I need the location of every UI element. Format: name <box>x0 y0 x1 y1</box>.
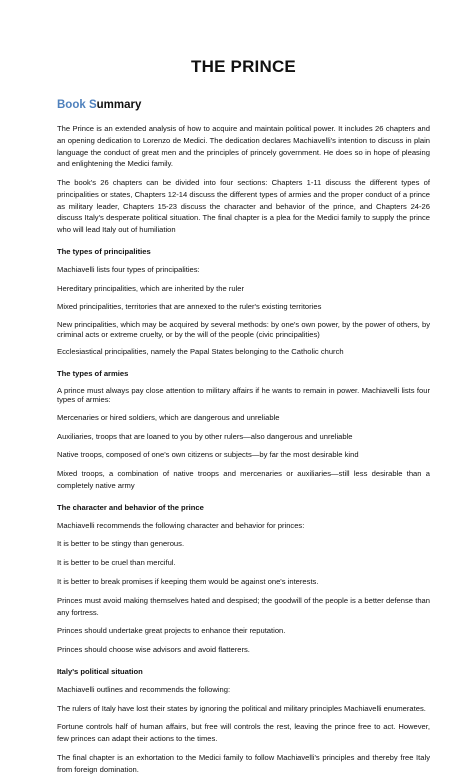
section-paragraph: Princes should undertake great projects to enhance their reputation. <box>57 626 286 636</box>
section-heading: Italy's political situation <box>57 666 143 676</box>
subtitle-part2: ummary <box>96 99 142 111</box>
intro-paragraph: The Prince is an extended analysis of how to acquire and maintain political power. It includes 26 chapters and an opening dedication to Lorenzo de Medici. The dedication declares Machiavelli's intention to discuss in plain language the conduct of great men and the principles of princely government. He does so in hope of pleasing and enlightening the Medici family. <box>57 124 430 169</box>
section-heading: The character and behavior of the prince <box>57 502 204 512</box>
book-summary-heading <box>57 99 430 111</box>
document-title: THE PRINCE <box>191 57 296 76</box>
section-paragraph: It is better to break promises if keeping them would be against one's interests. <box>57 577 319 587</box>
section-paragraph: Mixed principalities, territories that are annexed to the ruler's existing territories <box>57 302 322 312</box>
section-paragraph: It is better to be stingy than generous. <box>57 539 185 549</box>
section-paragraph: Princes should choose wise advisors and avoid flatterers. <box>57 645 250 655</box>
section-paragraph: Machiavelli recommends the following character and behavior for princes: <box>57 520 305 530</box>
section-paragraph: Fortune controls half of human affairs, but free will controls the rest, leaving the prince free to act. However, few princes can adapt their actions to the times. <box>57 722 430 744</box>
section-paragraph: Machiavelli outlines and recommends the following: <box>57 684 231 694</box>
subtitle-part1: Book S <box>57 99 97 111</box>
section-paragraph: Machiavelli lists four types of principalities: <box>57 264 200 274</box>
section-paragraph: The final chapter is an exhortation to the Medici family to follow Machiavelli's principles and thereby free Italy from foreign domination. <box>57 752 430 774</box>
section-paragraph: The rulers of Italy have lost their states by ignoring the political and military principles Machiavelli enumerates. <box>57 703 426 713</box>
section-paragraph: Mixed troops, a combination of native troops and mercenaries or auxiliaries—still less desirable than a completely native army <box>57 469 430 490</box>
intro-paragraph: The book's 26 chapters can be divided into four sections: Chapters 1-11 discuss the different types of principalities or states, Chapters 12-14 discuss the different types of armies and the proper conduct of a prince as military leader, Chapters 15-23 discuss the character and behavior of the prince, and Chapters 24-26 discuss Italy's desperate political situation. The final chapter is a plea for the Medici family to supply the prince who will lead Italy out of humiliation <box>57 178 430 235</box>
section-heading: The types of principalities <box>57 246 151 256</box>
section-paragraph: Princes must avoid making themselves hated and despised; the goodwill of the people is a better defense than any fortress. <box>57 595 430 617</box>
section-paragraph: Mercenaries or hired soldiers, which are dangerous and unreliable <box>57 412 280 422</box>
section-heading: The types of armies <box>57 368 129 378</box>
section-paragraph: It is better to be cruel than merciful. <box>57 558 176 568</box>
section-paragraph: Ecclesiastical principalities, namely the Papal States belonging to the Catholic church <box>57 347 344 357</box>
section-paragraph: Hereditary principalities, which are inherited by the ruler <box>57 283 244 293</box>
section-paragraph: A prince must always pay close attention to military affairs if he wants to remain in power. Machiavelli lists four types of armies: <box>57 385 430 405</box>
section-paragraph: Auxiliaries, troops that are loaned to you by other rulers—also dangerous and unreliable <box>57 431 353 441</box>
section-paragraph: Native troops, composed of one's own citizens or subjects—by far the most desirable kind <box>57 450 359 460</box>
section-paragraph: New principalities, which may be acquired by several methods: by one's own power, by the power of others, by criminal acts or extreme cruelty, or by the will of the people (civic principalities) <box>57 320 430 339</box>
